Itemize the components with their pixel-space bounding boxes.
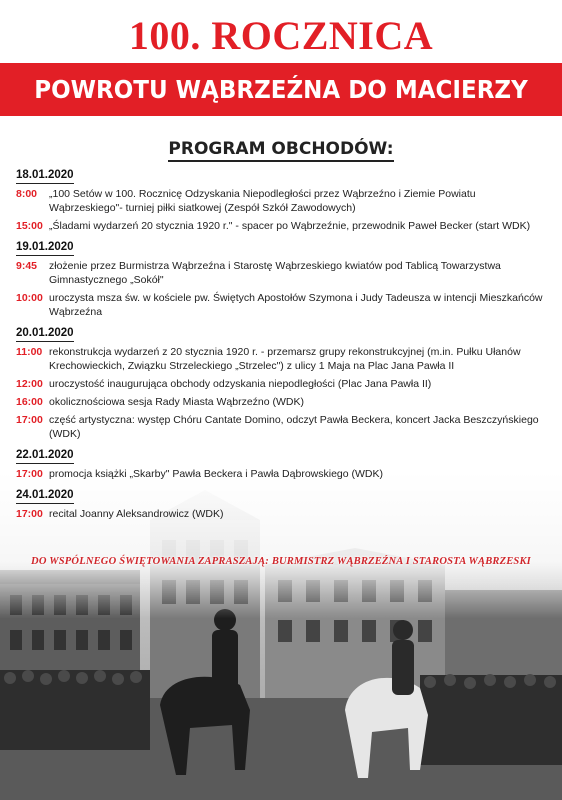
event-time: 17:00 <box>16 468 43 480</box>
subtitle-banner <box>0 63 562 116</box>
event-description: recital Joanny Aleksandrowicz (WDK) <box>49 508 224 520</box>
event-item <box>16 377 546 391</box>
day-date: 24.01.2020 <box>16 487 74 504</box>
schedule <box>16 162 546 525</box>
event-item <box>16 187 546 215</box>
event-description: złożenie przez Burmistrza Wąbrzeźna i Starostę Wąbrzeskiego kwiatów pod Tablicą Towarzystwa Gimnastycznego „Sokół" <box>49 260 501 286</box>
event-item <box>16 395 546 409</box>
day-24-01 <box>16 485 546 521</box>
event-description: „100 Setów w 100. Rocznicę Odzyskania Niepodległości przez Wąbrzeźno i Ziemie Powiatu Wąbrzeskiego"- turniej piłki siatkowej (Zespół Szkół Zawodowych) <box>49 188 476 214</box>
program-heading-text: PROGRAM OBCHODÓW: <box>168 139 393 162</box>
event-description: rekonstrukcja wydarzeń z 20 stycznia 1920 r. - przemarsz grupy rekonstrukcyjnej (m.in. Pułku Ułanów Krechowieckich, Związku Strzeleckiego „Strzelec") z ulicy 1 Maja na Plac Jana Pawła II <box>49 346 521 372</box>
event-description: promocja książki „Skarby" Pawła Beckera i Pawła Dąbrowskiego (WDK) <box>49 468 384 480</box>
event-time: 17:00 <box>16 508 43 520</box>
event-description: okolicznościowa sesja Rady Miasta Wąbrzeźno (WDK) <box>49 396 304 408</box>
event-description: „Śladami wydarzeń 20 stycznia 1920 r." - spacer po Wąbrzeźnie, przewodnik Paweł Becker (start WDK) <box>49 220 531 232</box>
event-description: uroczysta msza św. w kościele pw. Świętych Apostołów Szymona i Judy Tadeusza w intencji Mieszkańców Wąbrzeźna <box>49 292 543 318</box>
event-time: 17:00 <box>16 414 43 426</box>
event-time: 10:00 <box>16 292 43 304</box>
event-item <box>16 507 546 521</box>
program-heading <box>0 139 562 159</box>
event-item <box>16 345 546 373</box>
event-description: część artystyczna: występ Chóru Cantate Domino, odczyt Pawła Beckera, koncert Jacka Beszczyńskiego (WDK) <box>49 414 539 440</box>
event-time: 11:00 <box>16 346 43 358</box>
day-date: 22.01.2020 <box>16 447 74 464</box>
banner-subtitle: POWROTU WĄBRZEŹNA DO MACIERZY <box>34 75 528 104</box>
day-18-01 <box>16 165 546 233</box>
event-description: uroczystość inaugurująca obchody odzyskania niepodległości (Plac Jana Pawła II) <box>49 378 432 390</box>
event-item <box>16 467 546 481</box>
event-time: 12:00 <box>16 378 43 390</box>
event-time: 15:00 <box>16 220 43 232</box>
event-time: 8:00 <box>16 188 38 200</box>
day-date: 20.01.2020 <box>16 325 74 342</box>
event-item <box>16 219 546 233</box>
day-20-01 <box>16 323 546 441</box>
event-item <box>16 413 546 441</box>
invitation-line: DO WSPÓLNEGO ŚWIĘTOWANIA ZAPRASZAJĄ: BURMISTRZ WĄBRZEŹNA I STAROSTA WĄBRZESKI <box>31 556 531 567</box>
event-time: 9:45 <box>16 260 38 272</box>
event-item <box>16 259 546 287</box>
day-19-01 <box>16 237 546 319</box>
day-22-01 <box>16 445 546 481</box>
event-item <box>16 291 546 319</box>
anniversary-title: 100. ROCZNICA <box>128 13 434 58</box>
day-date: 19.01.2020 <box>16 239 74 256</box>
event-time: 16:00 <box>16 396 43 408</box>
day-date: 18.01.2020 <box>16 167 74 184</box>
